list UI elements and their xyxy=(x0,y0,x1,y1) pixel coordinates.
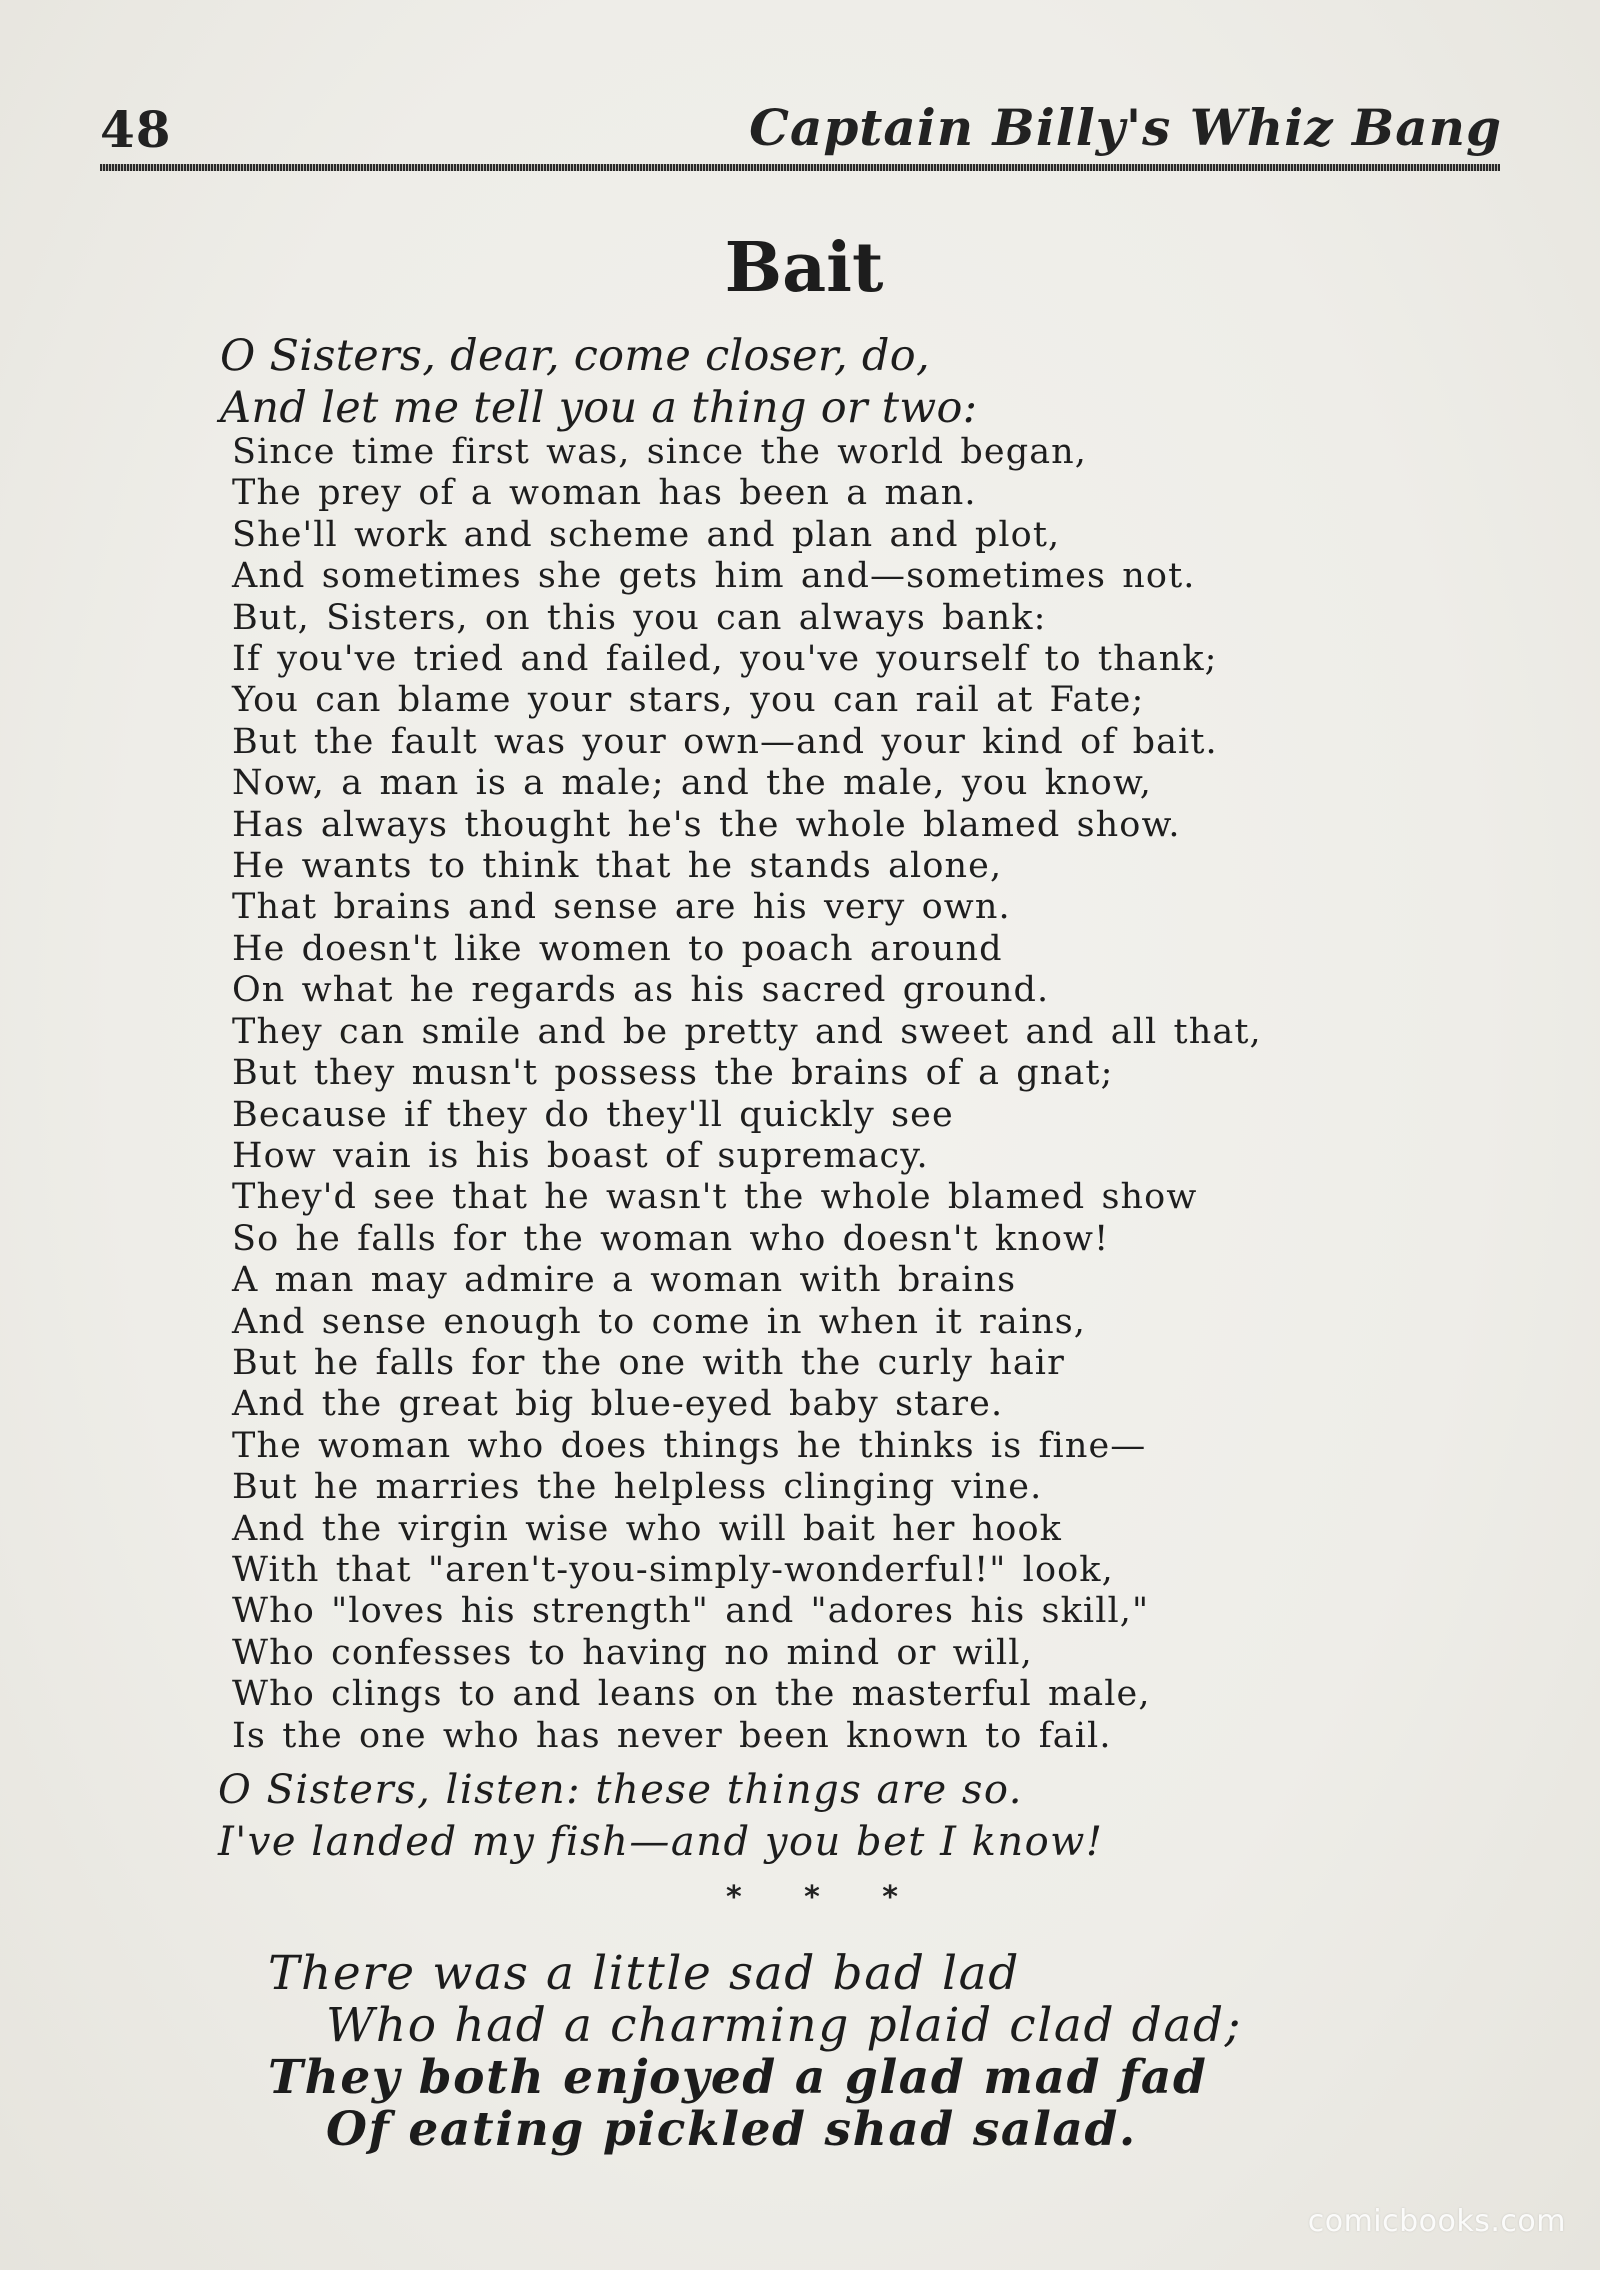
poem-title: Bait xyxy=(724,228,884,308)
header-rule xyxy=(100,164,1500,171)
site-watermark: comicbooks.com xyxy=(1307,2204,1566,2239)
running-head: Captain Billy's Whiz Bang xyxy=(749,98,1502,157)
poem-line: But the fault was your own—and your kind of bait. xyxy=(232,721,1218,762)
poem-line: And the great big blue-eyed baby stare. xyxy=(232,1384,1004,1425)
poem-line: On what he regards as his sacred ground. xyxy=(232,970,1050,1011)
poem-line: But, Sisters, on this you can always bank: xyxy=(232,597,1047,638)
poem-line: The prey of a woman has been a man. xyxy=(232,473,977,514)
poem-line: He wants to think that he stands alone, xyxy=(232,846,1003,887)
poem-line: And the virgin wise who will bait her hook xyxy=(232,1508,1062,1549)
poem-line: But he falls for the one with the curly hair xyxy=(232,1342,1065,1383)
poem-line: He doesn't like women to poach around xyxy=(232,928,1003,969)
poem-intro xyxy=(220,330,977,434)
intro-line: And let me tell you a thing or two: xyxy=(220,383,978,433)
poem-line: And sometimes she gets him and—sometimes not. xyxy=(232,556,1196,597)
poem-line: Has always thought he's the whole blamed show. xyxy=(232,804,1181,845)
poem-line: Now, a man is a male; and the male, you know, xyxy=(232,763,1152,804)
page-number: 48 xyxy=(100,100,172,159)
poem-line: With that "aren't-you-simply-wonderful!" look, xyxy=(232,1549,1114,1590)
poem-body xyxy=(232,432,1262,1757)
poem-line: So he falls for the woman who doesn't know! xyxy=(232,1218,1110,1259)
limerick-line: Who had a charming plaid clad dad; xyxy=(326,1998,1243,2053)
asterisk-separator: * * * xyxy=(726,1880,898,1915)
outro-line: I've landed my fish—and you bet I know! xyxy=(218,1819,1104,1865)
poem-line: Who clings to and leans on the masterful male, xyxy=(232,1674,1151,1715)
poem-line: Because if they do they'll quickly see xyxy=(232,1094,954,1135)
poem-line: You can blame your stars, you can rail at Fate; xyxy=(232,680,1145,721)
limerick-line: There was a little sad bad lad xyxy=(268,1946,1020,2001)
limerick xyxy=(268,1948,1242,2156)
poem-line: But he marries the helpless clinging vine. xyxy=(232,1467,1043,1508)
poem-line: She'll work and scheme and plan and plot, xyxy=(232,514,1061,555)
poem-line: The woman who does things he thinks is fine— xyxy=(232,1425,1147,1466)
outro-line: O Sisters, listen: these things are so. xyxy=(218,1767,1024,1813)
intro-line: O Sisters, dear, come closer, do, xyxy=(220,331,930,381)
poem-line: They can smile and be pretty and sweet and all that, xyxy=(232,1011,1262,1052)
poem-line: They'd see that he wasn't the whole blamed show xyxy=(232,1177,1198,1218)
poem-line: If you've tried and failed, you've yourself to thank; xyxy=(232,639,1218,680)
poem-line: How vain is his boast of supremacy. xyxy=(232,1135,929,1176)
poem-line: That brains and sense are his very own. xyxy=(232,887,1011,928)
poem-outro xyxy=(218,1764,1103,1868)
limerick-line: They both enjoyed a glad mad fad xyxy=(268,2050,1208,2105)
poem-line: Who "loves his strength" and "adores his skill," xyxy=(232,1591,1150,1632)
poem-line: Who confesses to having no mind or will, xyxy=(232,1632,1033,1673)
poem-line: But they musn't possess the brains of a gnat; xyxy=(232,1053,1114,1094)
poem-line: A man may admire a woman with brains xyxy=(232,1260,1017,1301)
poem-line: And sense enough to come in when it rains, xyxy=(232,1301,1087,1342)
poem-line: Is the one who has never been known to fail. xyxy=(232,1715,1112,1756)
limerick-line: Of eating pickled shad salad. xyxy=(326,2102,1137,2157)
poem-line: Since time first was, since the world began, xyxy=(232,432,1088,472)
